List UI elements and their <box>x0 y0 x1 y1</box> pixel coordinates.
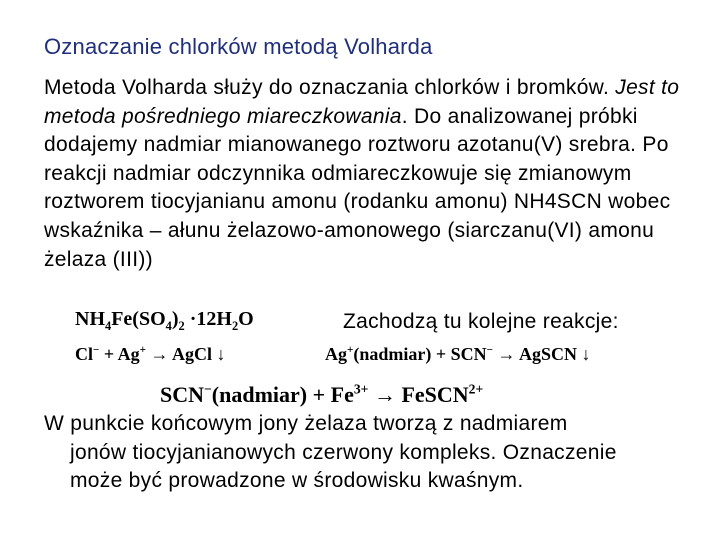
reaction-agscn: Ag+(nadmiar) + SCN− → AgSCN ↓ <box>325 344 591 364</box>
main-paragraph <box>44 74 694 274</box>
para-line-1: Metoda Volharda służy do oznaczania chlorków i bromków. <box>44 76 610 99</box>
bottom-line-1: W punkcie końcowym jony żelaza tworzą z nadmiarem <box>44 412 568 435</box>
para-rest: . Do analizowanej próbki dodajemy nadmiar mianowanego roztworu azotanu(V) srebra. Po reakcji nadmiar odczynnika odmiareczkowuje się zmianowym roztworem tiocyjanianu amonu (rodanku amonu) NH4SCN wobec wskaźnika – ałunu żelazowo-amonowego (siarczanu(VI) amonu żelaza (III)) <box>44 104 671 271</box>
reaction-fescn: SCN−(nadmiar) + $Fe^{3+}$ → FeSCN$^{2+}$ <box>160 381 484 407</box>
bottom-line-3: może być prowadzone w środowisku kwaśnym. <box>70 469 524 493</box>
endpoint-paragraph <box>44 410 694 496</box>
reaction-agcl: Cl− + Ag+ → AgCl ↓ <box>75 344 226 364</box>
formula-alum: $NH_4Fe(SO_4)_2 \cdot 12H_2O$ <box>75 308 254 333</box>
para-italic: Jest to metoda pośredniego miareczkowania <box>44 76 680 128</box>
bottom-line-2: jonów tiocyjanianowych czerwony kompleks. Oznaczenie <box>70 440 617 464</box>
slide-title: Oznaczanie chlorków metodą Volharda <box>44 34 433 59</box>
reactions-label: Zachodzą tu kolejne reakcje: <box>343 310 619 333</box>
